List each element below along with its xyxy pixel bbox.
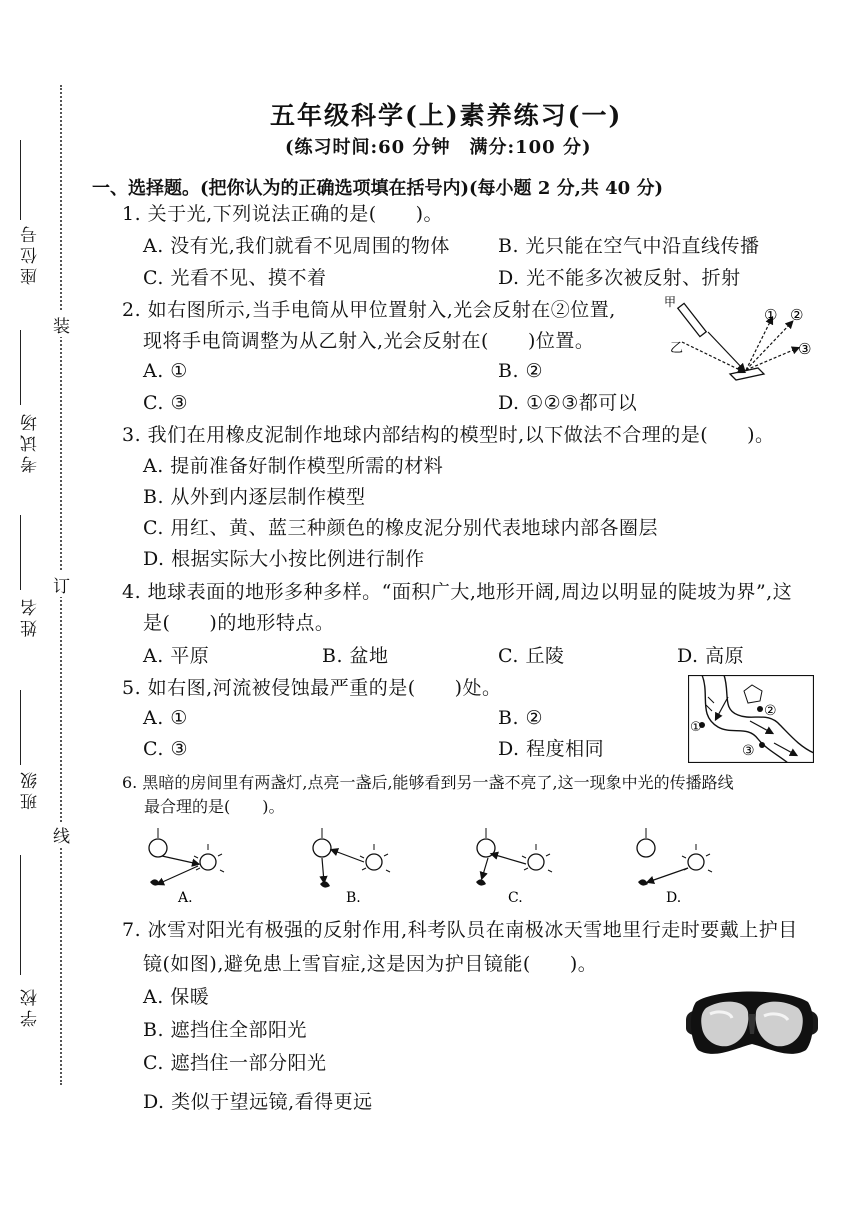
class-line (20, 690, 21, 765)
q2-option-b: B. ② (498, 360, 544, 382)
q5-fig-label-3: ③ (742, 743, 755, 759)
eye-icon (320, 881, 330, 887)
lit-bulb-icon (682, 844, 712, 872)
binding-char-ding: 订 (53, 572, 70, 597)
eye-icon (638, 879, 648, 885)
lit-bulb-icon (522, 844, 552, 872)
binding-char-zhuang: 装 (53, 312, 70, 337)
q6-option-b-figure (302, 826, 402, 904)
q6-stem-line1: 6. 黑暗的房间里有两盏灯,点亮一盏后,能够看到另一盏不亮了,这一现象中光的传播路线 (122, 773, 734, 792)
q3-stem: 3. 我们在用橡皮泥制作地球内部结构的模型时,以下做法不合理的是( )。 (122, 424, 775, 446)
q6-option-c-figure (466, 826, 566, 904)
q5-fig-label-2: ② (764, 703, 777, 719)
eye-icon (476, 879, 486, 885)
unlit-bulb-icon (313, 828, 331, 857)
q1-stem: 1. 关于光,下列说法正确的是( )。 (122, 203, 444, 225)
q2-stem-line1: 2. 如右图所示,当手电筒从甲位置射入,光会反射在②位置, (122, 299, 616, 321)
q4-stem-line1: 4. 地球表面的地形多种多样。“面积广大,地形开阔,周边以明显的陡坡为界”,这 (122, 581, 793, 603)
q2-fig-label-2: ② (790, 306, 804, 324)
q2-option-a: A. ① (143, 360, 188, 382)
eye-icon (150, 879, 160, 885)
lit-bulb-icon (360, 844, 390, 872)
q1-option-c: C. 光看不见、摸不着 (143, 267, 327, 289)
page-subtitle: (练习时间:60 分钟 满分:100 分) (285, 137, 592, 158)
q7-stem-line2: 镜(如图),避免患上雪盲症,这是因为护目镜能( )。 (143, 953, 598, 975)
binding-char-xian: 线 (53, 822, 70, 847)
q3-option-b: B. 从外到内逐层制作模型 (143, 486, 366, 508)
q5-option-a: A. ① (143, 707, 188, 729)
q5-fig-label-1: ① (690, 720, 702, 735)
q5-option-c: C. ③ (143, 738, 188, 760)
q5-option-b: B. ② (498, 707, 544, 729)
q6-option-a-figure (140, 826, 240, 904)
q2-fig-label-1: ① (764, 306, 778, 324)
q7-option-c: C. 遮挡住一部分阳光 (143, 1052, 327, 1074)
q6-label-a: A. (178, 890, 193, 904)
exam-room-label: 考试场 (21, 410, 41, 473)
unlit-bulb-icon (477, 828, 495, 857)
q6-stem-line2: 最合理的是( )。 (144, 797, 285, 816)
q5-stem: 5. 如右图,河流被侵蚀最严重的是( )处。 (122, 677, 502, 699)
unlit-bulb-icon (637, 828, 655, 857)
exam-room-line (20, 330, 21, 405)
q4-option-d: D. 高原 (677, 645, 745, 667)
q2-fig-label-yi: 乙 (670, 341, 684, 356)
name-line (20, 515, 21, 590)
seat-number-line (20, 140, 21, 220)
class-label: 班级 (21, 768, 41, 810)
q1-option-d: D. 光不能多次被反射、折射 (498, 267, 741, 289)
q2-fig-label-jia: 甲 (664, 295, 677, 309)
q4-stem-line2: 是( )的地形特点。 (143, 612, 335, 634)
q2-fig-label-3: ③ (798, 340, 812, 358)
q6-option-d-figure (626, 826, 726, 904)
q5-option-d: D. 程度相同 (498, 738, 605, 760)
school-label: 学校 (21, 985, 41, 1027)
q6-label-c: C. (508, 890, 523, 904)
q1-option-a: A. 没有光,我们就看不见周围的物体 (143, 235, 450, 257)
q7-option-d: D. 类似于望远镜,看得更远 (143, 1091, 373, 1113)
q5-river-figure (688, 675, 814, 763)
goggles-image (686, 984, 818, 1064)
section-heading: 一、选择题。(把你认为的正确选项填在括号内)(每小题 2 分,共 40 分) (92, 178, 663, 199)
name-label: 姓名 (21, 595, 41, 637)
q2-stem-line2: 现将手电筒调整为从乙射入,光会反射在( )位置。 (143, 330, 595, 352)
school-line (20, 855, 21, 975)
lit-bulb-icon (194, 844, 224, 872)
q2-option-d: D. ①②③都可以 (498, 392, 638, 414)
seat-number-label: 座位号 (21, 222, 41, 285)
q7-option-a: A. 保暖 (143, 986, 210, 1008)
q3-option-c: C. 用红、黄、蓝三种颜色的橡皮泥分别代表地球内部各圈层 (143, 517, 658, 539)
q6-label-b: B. (346, 890, 361, 904)
q7-stem-line1: 7. 冰雪对阳光有极强的反射作用,科考队员在南极冰天雪地里行走时要戴上护目 (122, 919, 798, 941)
q3-option-a: A. 提前准备好制作模型所需的材料 (143, 455, 444, 477)
q1-option-b: B. 光只能在空气中沿直线传播 (498, 235, 760, 257)
q2-reflection-figure (660, 292, 820, 384)
q4-option-c: C. 丘陵 (498, 645, 565, 667)
page-title: 五年级科学(上)素养练习(一) (270, 101, 623, 130)
flashlight-icon (678, 303, 706, 336)
q4-option-b: B. 盆地 (322, 645, 389, 667)
q3-option-d: D. 根据实际大小按比例进行制作 (143, 548, 425, 570)
q6-label-d: D. (666, 890, 682, 904)
q2-option-c: C. ③ (143, 392, 188, 414)
q7-option-b: B. 遮挡住全部阳光 (143, 1019, 308, 1041)
unlit-bulb-icon (149, 828, 167, 857)
q4-option-a: A. 平原 (143, 645, 210, 667)
